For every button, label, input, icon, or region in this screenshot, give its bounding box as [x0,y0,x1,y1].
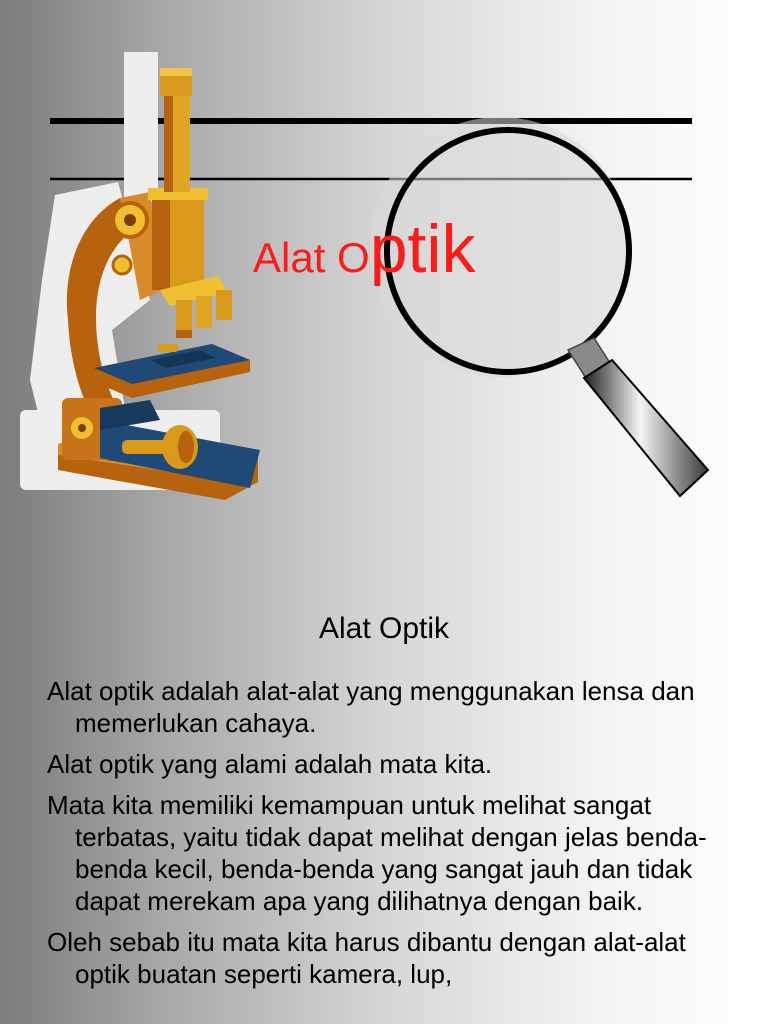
bullet-list [47,675,727,999]
wordart-title-small: Alat O [253,234,370,281]
wordart-title-large: ptik [369,211,476,287]
wordart-title [253,211,477,287]
magnifying-glass-icon [370,117,708,496]
bullet-item: Mata kita memiliki kemampuan untuk melihat sangat terbatas, yaitu tidak dapat melihat dengan jelas benda-benda kecil, benda-benda yang sangat jauh dan tidak dapat merekam apa yang dilihatnya dengan baik. [47,790,707,916]
slide-title: Alat Optik [318,612,450,645]
bullet-item: Oleh sebab itu mata kita harus dibantu dengan alat-alat optik buatan seperti kamera, lup, [47,927,686,989]
bullet-item: Alat optik yang alami adalah mata kita. [47,749,493,779]
bullet-item: Alat optik adalah alat-alat yang menggunakan lensa dan memerlukan cahaya. [47,676,695,738]
